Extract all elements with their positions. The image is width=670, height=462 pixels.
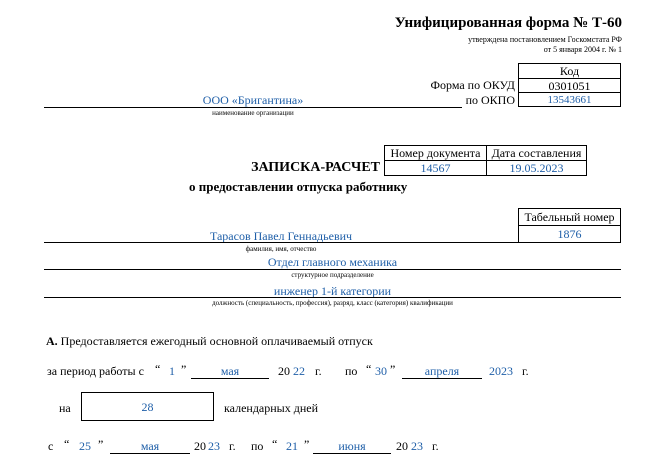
na-label: на <box>59 401 71 415</box>
doc-date-header: Дата составления <box>486 145 587 161</box>
from-month-underline <box>191 378 269 379</box>
okpo-label: по ОКПО <box>465 93 515 107</box>
employee-name-caption: фамилия, имя, отчество <box>245 245 317 253</box>
from-day-close-quote: ” <box>181 362 187 376</box>
department-underline <box>44 269 621 270</box>
department: Отдел главного механика <box>267 255 398 269</box>
section-a-text: Предоставляется ежегодный основной оплачиваемый отпуск <box>60 334 373 348</box>
start-day-open-quote: “ <box>64 437 70 451</box>
employee-name: Тарасов Павел Геннадьевич <box>209 229 353 243</box>
start-year-g: г. <box>229 439 236 453</box>
end-po: по <box>251 439 264 453</box>
position-underline <box>44 297 621 298</box>
tab-number-value: 1876 <box>518 225 621 243</box>
approval-line-2: от 5 января 2004 г. № 1 <box>543 45 622 54</box>
position: инженер 1-й категории <box>273 284 392 298</box>
to-month: апреля <box>424 364 460 378</box>
days-value: 28 <box>141 400 154 414</box>
from-day-open-quote: “ <box>155 362 161 376</box>
from-month: мая <box>220 364 240 378</box>
start-day-close-quote: ” <box>98 437 104 451</box>
from-day: 1 <box>169 364 175 378</box>
end-day-close-quote: ” <box>304 437 310 451</box>
approval-line-1: утверждена постановлением Госкомстата РФ <box>468 35 622 44</box>
doc-number-value: 14567 <box>384 160 487 176</box>
days-label: календарных дней <box>224 401 319 415</box>
end-day: 21 <box>286 439 298 453</box>
to-day: 30 <box>375 364 387 378</box>
from-year-prefix: 20 <box>278 364 290 378</box>
to-month-underline <box>402 378 482 379</box>
position-caption: должность (специальность, профессия), разряд, класс (категория) квалификации <box>212 299 453 307</box>
start-month: мая <box>140 439 160 453</box>
start-year-suffix: 23 <box>208 439 220 453</box>
doc-number-header: Номер документа <box>384 145 487 161</box>
period-label: за период работы с <box>47 364 144 378</box>
end-month: июня <box>338 439 366 453</box>
organization-underline <box>44 107 462 108</box>
start-month-underline <box>110 453 190 454</box>
start-day: 25 <box>79 439 91 453</box>
organization-caption: наименование организации <box>212 109 294 117</box>
okpo-value: 13543661 <box>518 92 621 107</box>
end-month-underline <box>313 453 391 454</box>
doc-date-value: 19.05.2023 <box>486 160 587 176</box>
section-a-heading <box>46 334 373 349</box>
form-title: Унифицированная форма № Т-60 <box>394 15 622 31</box>
document-subtitle: о предоставлении отпуска работнику <box>189 179 408 194</box>
period-po: по <box>345 364 358 378</box>
section-a-letter: А. <box>46 334 58 348</box>
kod-header: Код <box>518 63 621 79</box>
start-s-label: с <box>48 439 54 453</box>
okud-value: 0301051 <box>518 78 621 93</box>
from-year-suffix: 22 <box>293 364 305 378</box>
department-caption: структурное подразделение <box>291 271 374 279</box>
end-year-g: г. <box>432 439 439 453</box>
end-year-suffix: 23 <box>411 439 423 453</box>
end-day-open-quote: “ <box>272 437 278 451</box>
document-title: ЗАПИСКА-РАСЧЕТ <box>251 160 380 175</box>
to-day-close-quote: ” <box>390 362 396 376</box>
to-year-g: г. <box>522 364 529 378</box>
end-year-prefix: 20 <box>396 439 408 453</box>
tab-number-header: Табельный номер <box>518 208 621 226</box>
start-year-prefix: 20 <box>194 439 206 453</box>
to-year: 2023 <box>489 364 513 378</box>
okud-label: Форма по ОКУД <box>430 78 515 92</box>
employee-name-underline <box>44 242 518 243</box>
organization-name: ООО «Бригантина» <box>202 93 304 107</box>
from-year-g: г. <box>315 364 322 378</box>
to-day-open-quote: “ <box>366 362 372 376</box>
